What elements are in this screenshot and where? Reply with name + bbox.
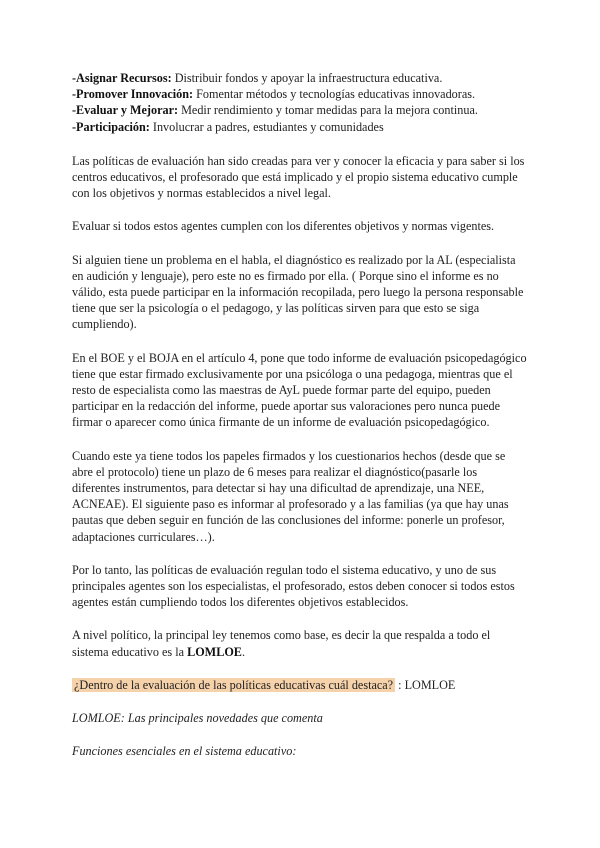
bullet-text: Medir rendimiento y tomar medidas para la mejora continua.: [178, 103, 478, 118]
paragraph-diagnosis-timeline: Cuando este ya tiene todos los papeles firmados y los cuestionarios hechos (desde que se abre el protocolo) tiene un plazo de 6 meses para realizar el diagnóstico(pasarle los diferentes instrumentos, para detectar si hay una dificultad de aprendizaje, una NEE, ACNEAE). El siguiente paso es informar al profesorado y a las familias (ya que hay unas pautas que deben seguir en función de las conclusiones del informe: ponerle un profesor, adaptaciones curriculares…).: [72, 448, 509, 544]
bullet-item: [72, 119, 528, 135]
lomloe-period: .: [241, 644, 245, 659]
question-answer: : LOMLOE: [395, 677, 456, 692]
bullet-label: -Promover Innovación:: [72, 87, 194, 102]
bullet-item: [72, 102, 528, 118]
lomloe-bold: LOMLOE: [187, 644, 242, 659]
paragraph-conclusion: Por lo tanto, las políticas de evaluación regulan todo el sistema educativo, y uno de sus principales agentes son los especialistas, el profesorado, estos deben conocer si todos estos agentes están cumpliendo todos los diferentes objetivos establecidos.: [72, 562, 515, 610]
bullet-label: -Participación:: [72, 119, 150, 134]
bullet-item: [72, 86, 528, 102]
italic-heading-novedades: LOMLOE: Las principales novedades que comenta: [72, 711, 323, 726]
bullet-label: -Asignar Recursos:: [72, 71, 172, 85]
bullet-label: -Evaluar y Mejorar:: [72, 103, 179, 118]
bullet-text: Fomentar métodos y tecnologías educativas innovadoras.: [193, 87, 476, 102]
bullet-list: [72, 70, 528, 135]
paragraph-evaluation-policies: Las políticas de evaluación han sido creadas para ver y conocer la eficacia y para saber si los centros educativos, el profesorado que está implicado y el propio sistema educativo cumple con los objetivos y normas establecidos a nivel legal.: [72, 153, 525, 201]
question-line: [72, 677, 528, 693]
lomloe-text: A nivel político, la principal ley tenemos como base, es decir la que respalda a todo el sistema educativo es la: [72, 628, 491, 659]
paragraph-evaluate-agents: Evaluar si todos estos agentes cumplen con los diferentes objetivos y normas vigentes.: [72, 219, 495, 234]
italic-heading-funciones: Funciones esenciales en el sistema educativo:: [72, 744, 297, 759]
bullet-item: [72, 70, 528, 86]
paragraph-speech-diagnosis: Si alguien tiene un problema en el habla, el diagnóstico es realizado por la AL (especialista en audición y lenguaje), pero este no es firmado por ella. ( Porque sino el informe es no válido, esta puede participar en la información recopilada, pero luego la persona responsable tiene que ser la psicología o el pedagogo, y las políticas sirven para que esto se siga cumpliendo).: [72, 252, 524, 332]
paragraph-lomloe: [72, 627, 528, 659]
paragraph-boe-boja: En el BOE y el BOJA en el artículo 4, pone que todo informe de evaluación psicopedagógico tiene que estar firmado exclusivamente por una psicóloga o una pedagoga, mientras que el resto de especialista como las maestras de AyL puede formar parte del equipo, pueden participar en la redacción del informe, puede aportar sus valoraciones pero nunca puede firmar o aparecer como única firmante de un informe de evaluación psicopedagógico.: [72, 350, 527, 430]
bullet-text: Distribuir fondos y apoyar la infraestructura educativa.: [171, 71, 443, 85]
highlighted-question: ¿Dentro de la evaluación de las políticas educativas cuál destaca?: [74, 677, 394, 692]
bullet-text: Involucrar a padres, estudiantes y comunidades: [149, 119, 384, 134]
